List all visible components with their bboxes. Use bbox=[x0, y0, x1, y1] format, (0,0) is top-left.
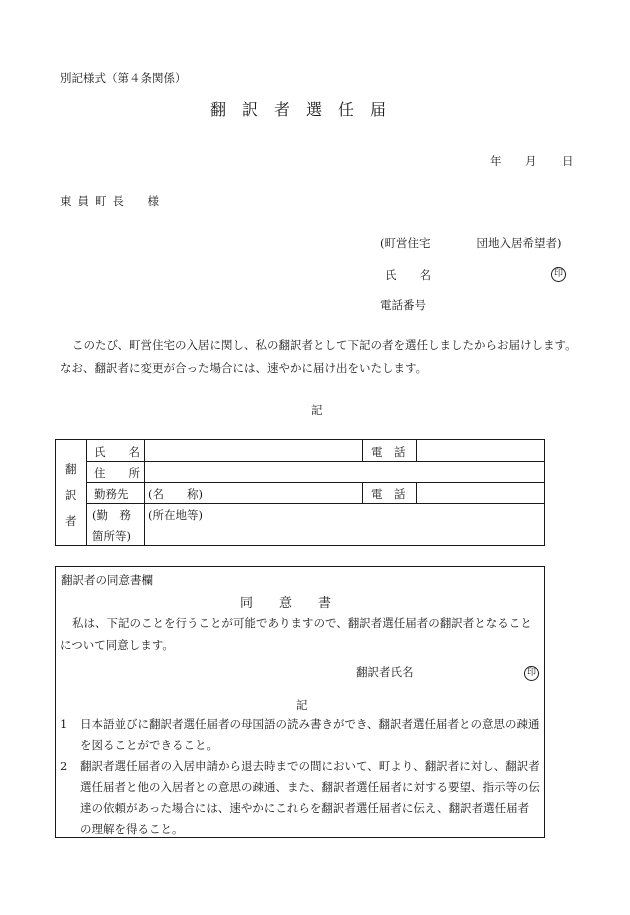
ki-heading: 記 bbox=[311, 403, 323, 417]
group-label-2: 訳 bbox=[65, 488, 77, 502]
divider bbox=[86, 503, 544, 504]
workplace-location-label: (所在地等) bbox=[148, 508, 203, 522]
item-text: 日本語並びに翻訳者選任届者の母国語の読み書きができ、翻訳者選任届者との意思の疎通を図ることができること。 bbox=[80, 717, 540, 752]
name-label: 氏 名 bbox=[94, 445, 140, 459]
workplace-address-label-2: 箇所等) bbox=[92, 529, 131, 543]
workplace-address-label-1: (勤 務 bbox=[92, 508, 131, 522]
group-label-1: 翻 bbox=[65, 462, 77, 476]
translator-name-field[interactable] bbox=[148, 441, 358, 460]
item-number: 1 bbox=[60, 717, 68, 731]
body-paragraph: このたび、町営住宅の入居に関し、私の翻訳者として下記の者を選任しましたからお届けします。なお、翻訳者に変更が合った場合には、速やかに届け出をいたします。 bbox=[60, 338, 577, 375]
phone-label: 電 話 bbox=[371, 445, 406, 459]
document-title: 翻訳者選任届 bbox=[210, 100, 403, 119]
seal-mark: 印 bbox=[551, 267, 566, 282]
date-month: 月 bbox=[525, 154, 537, 168]
divider bbox=[416, 482, 417, 503]
addressee: 東員町長 様 bbox=[60, 194, 165, 208]
divider bbox=[416, 440, 417, 461]
consent-box bbox=[55, 566, 545, 838]
work-phone-label: 電 話 bbox=[371, 487, 406, 501]
applicant-phone-label: 電話番号 bbox=[380, 298, 426, 312]
workplace-name-label: (名 称) bbox=[148, 487, 203, 501]
divider bbox=[362, 482, 363, 503]
consent-item-2 bbox=[60, 756, 540, 840]
group-label-3: 者 bbox=[65, 514, 77, 528]
applicant-category: (町営住宅 団地入居希望者) bbox=[380, 236, 562, 250]
address-label: 住 所 bbox=[94, 466, 140, 480]
consent-text: 私は、下記のことを行うことが可能でありますので、翻訳者選任届者の翻訳者となることについて同意します。 bbox=[60, 616, 532, 652]
form-label: 別記様式（第４条関係） bbox=[60, 71, 187, 85]
consent-seal bbox=[524, 664, 539, 681]
consent-title: 同 意 書 bbox=[240, 596, 332, 611]
divider bbox=[86, 440, 87, 545]
translator-address-field[interactable] bbox=[148, 462, 542, 481]
seal-mark: 印 bbox=[524, 666, 539, 681]
date-day: 日 bbox=[562, 154, 574, 168]
work-phone-field[interactable] bbox=[420, 483, 542, 502]
date-year: 年 bbox=[490, 154, 502, 168]
applicant-name-label: 氏 名 bbox=[385, 268, 431, 282]
divider bbox=[144, 440, 145, 545]
item-text: 翻訳者選任届者の入居申請から退去時までの間において、町より、翻訳者に対し、翻訳者選任届者と他の入居者との意思の疎通、また、翻訳者選任届者に対する要望、指示等の伝達の依頼があった場合には、速やかにこれらを翻訳者選任届者に伝え、翻訳者選任届者の理解を得ること。 bbox=[80, 759, 540, 836]
consent-section-label: 翻訳者の同意書欄 bbox=[61, 573, 153, 587]
consent-item-1 bbox=[60, 714, 540, 756]
divider bbox=[362, 440, 363, 461]
item-number: 2 bbox=[60, 759, 68, 773]
translator-table bbox=[55, 439, 545, 546]
workplace-label: 勤務先 bbox=[94, 487, 129, 501]
consent-ki: 記 bbox=[296, 698, 308, 712]
translator-phone-field[interactable] bbox=[420, 441, 542, 460]
consent-signer-label: 翻訳者氏名 bbox=[356, 665, 414, 679]
applicant-seal bbox=[551, 265, 566, 282]
